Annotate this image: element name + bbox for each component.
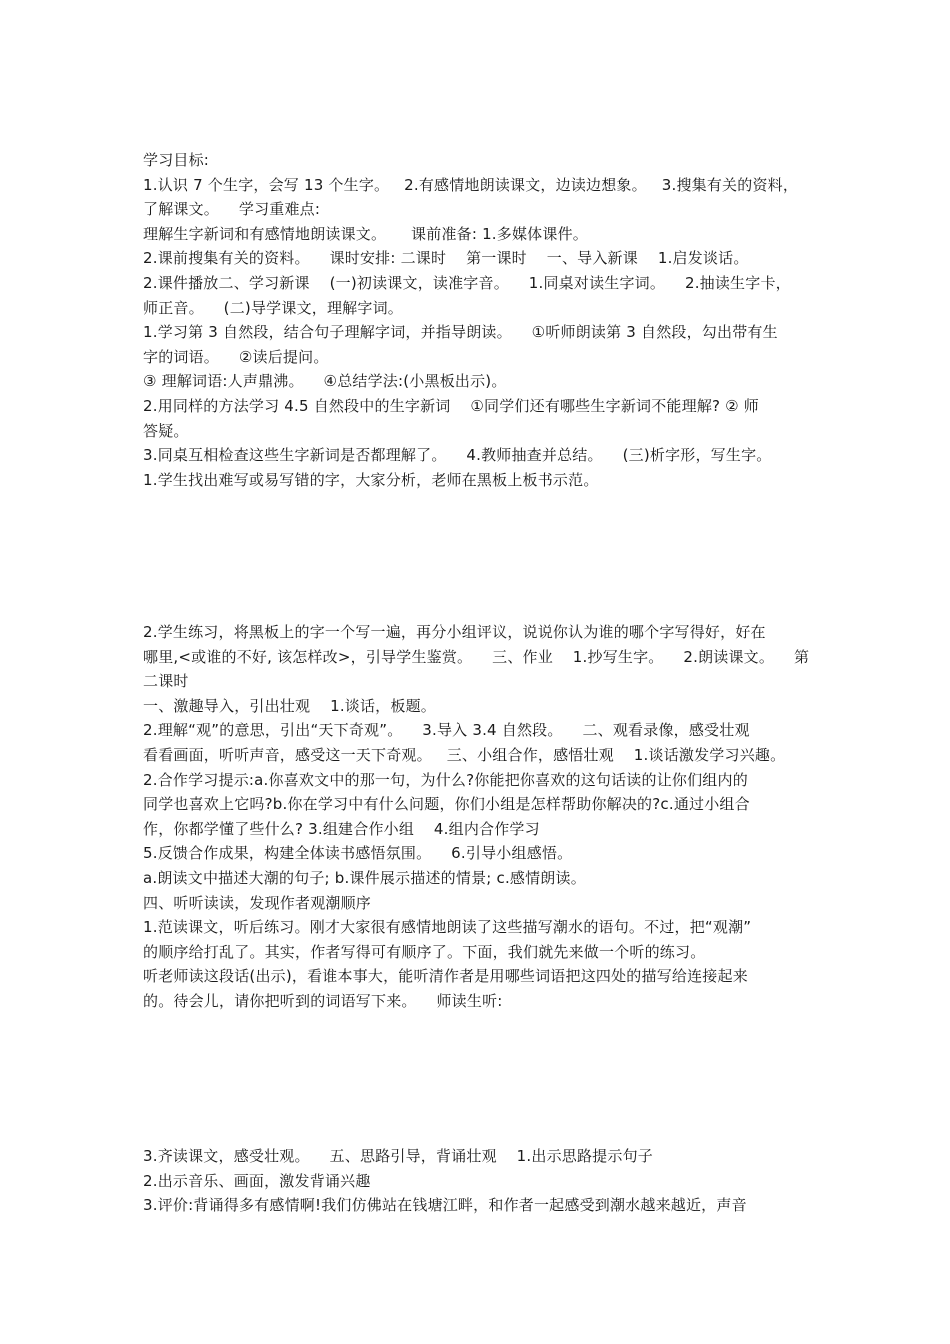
text-line: 5.反馈合作成果，构建全体读书感悟氛围。 6.引导小组感悟。 [143,844,573,863]
text-line: 2.课前搜集有关的资料。 课时安排: 二课时 第一课时 一、导入新课 1.启发谈话。 [143,249,749,268]
text-line: 师正音。 (二)导学课文，理解字词。 [143,298,403,317]
text-line: 1.学生找出难写或易写错的字，大家分析，老师在黑板上板书示范。 [143,470,599,489]
text-line: 学习目标: [143,151,210,169]
text-line: 的顺序给打乱了。其实，作者写得可有顺序了。下面，我们就先来做一个听的练习。 [143,942,706,961]
text-line: 1.认识 7 个生字，会写 13 个生字。 2.有感情地朗读课文，边读边想象。 3.搜集有关的资料， [143,175,799,194]
text-line: 1.范读课文，听后练习。刚才大家很有感情地朗读了这些描写潮水的语句。不过，把“观潮” [143,918,752,937]
text-line: ③ 理解词语:人声鼎沸。 ④总结学法:(小黑板出示)。 [143,372,507,391]
text-line: 听老师读这段话(出示)，看谁本事大，能听清作者是用哪些词语把这四处的描写给连接起来 [143,967,748,986]
text-line: 3.同桌互相检查这些生字新词是否都理解了。 4.教师抽查并总结。 (三)析字形，写生字。 [143,446,772,465]
text-line: 2.合作学习提示:a.你喜欢文中的那一句，为什么?你能把你喜欢的这句话读的让你们组内的 [143,770,748,789]
text-line: 四、听听读读，发现作者观潮顺序 [143,893,372,912]
text-block-second-lesson [143,620,815,1014]
text-line: 2.理解“观”的意思，引出“天下奇观”。 3.导入 3.4 自然段。 二、观看录像，感受壮观 [143,721,750,740]
text-line: a.朗读文中描述大潮的句子; b.课件展示描述的情景; c.感情朗读。 [143,868,586,887]
text-line: 二课时 [143,672,189,691]
text-block-lesson-goals [143,148,815,492]
text-line: 2.出示音乐、画面，激发背诵兴趣 [143,1171,371,1190]
text-line: 作，你都学懂了些什么? 3.组建合作小组 4.组内合作学习 [143,819,540,838]
text-line: 同学也喜欢上它吗?b.你在学习中有什么问题，你们小组是怎样帮助你解决的?c.通过小组合 [143,795,750,814]
text-line: 2.课件播放二、学习新课 (一)初读课文，读准字音。 1.同桌对读生字词。 2.抽读生字卡， [143,273,791,292]
text-line: 3.评价:背诵得多有感情啊!我们仿佛站在钱塘江畔，和作者一起感受到潮水越来越近，声音 [143,1196,747,1215]
text-line: 3.齐读课文，感受壮观。 五、思路引导，背诵壮观 1.出示思路提示句子 [143,1147,653,1165]
text-line: 2.学生练习，将黑板上的字一个写一遍，再分小组评议，说说你认为谁的哪个字写得好，好在 [143,623,766,641]
text-line: 了解课文。 学习重难点: [143,200,321,219]
text-line: 答疑。 [143,421,189,440]
text-line: 看看画面，听听声音，感受这一天下奇观。 三、小组合作，感悟壮观 1.谈话激发学习兴趣。 [143,745,786,764]
text-line: 理解生字新词和有感情地朗读课文。 课前准备: 1.多媒体课件。 [143,224,588,243]
text-line: 1.学习第 3 自然段，结合句子理解字词，并指导朗读。 ①听师朗读第 3 自然段，勾出带有生 [143,323,778,342]
text-line: 的。待会儿，请你把听到的词语写下来。 师读生听: [143,991,503,1010]
text-block-recitation [143,1144,815,1218]
text-line: 一、激趣导入，引出壮观 1.谈话，板题。 [143,696,436,715]
text-line: 哪里,<或谁的不好, 该怎样改>，引导学生鉴赏。 三、作业 1.抄写生字。 2.朗读课文。 第 [143,647,810,666]
text-line: 2.用同样的方法学习 4.5 自然段中的生字新词 ①同学们还有哪些生字新词不能理解? ② 师 [143,396,759,415]
text-line: 字的词语。 ②读后提问。 [143,347,329,366]
